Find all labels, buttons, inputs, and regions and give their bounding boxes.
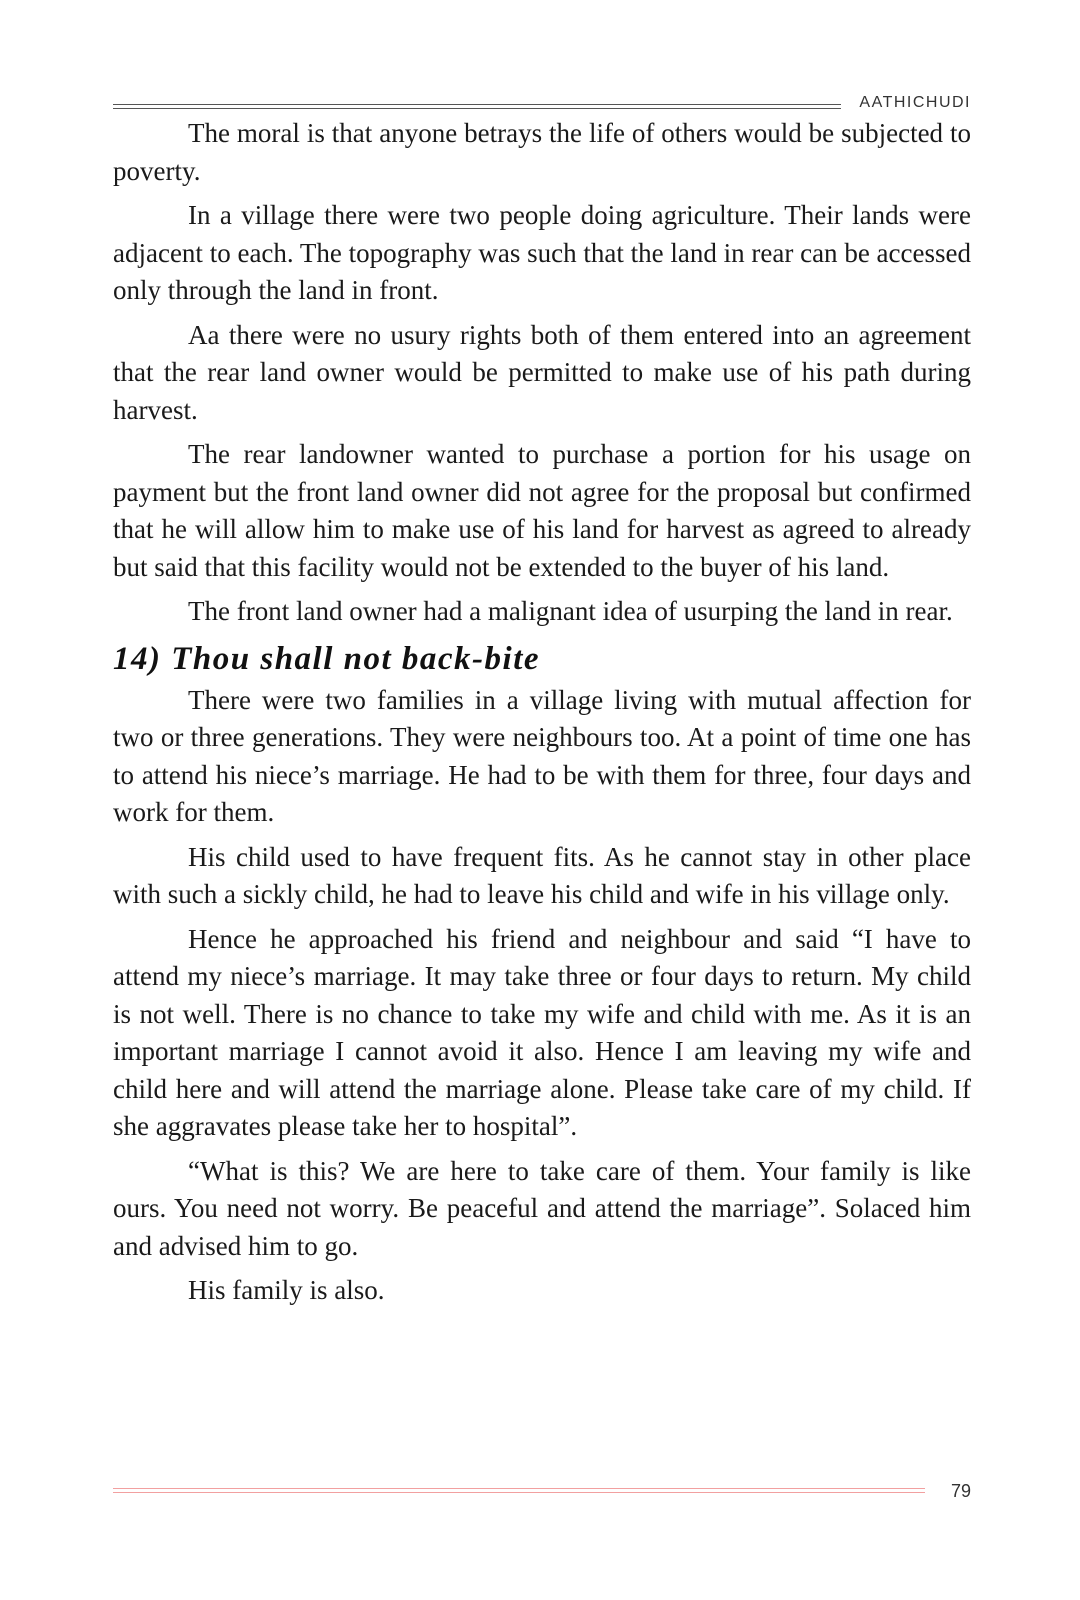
paragraph: The rear landowner wanted to purchase a portion for his usage on payment but the front land owner did not agree for the proposal but confirmed that he will allow him to make use of his land for harvest as agreed to already but said that this facility would not be extended to the buyer of his land.	[113, 439, 971, 582]
paragraph: Hence he approached his friend and neighbour and said “I have to attend my niece’s marriage. It may take three or four days to return. My child is not well. There is no chance to take my wife and child with me. As it is an important marriage I cannot avoid it also. Hence I am leaving my wife and child here and will attend the marriage alone. Please take care of my child. If she aggravates please take her to hospital”.	[113, 923, 971, 1141]
footer-rule	[113, 1488, 925, 1496]
paragraph: The moral is that anyone betrays the life of others would be subjected to poverty.	[113, 118, 971, 186]
page-number: 79	[950, 1481, 971, 1501]
paragraph: “What is this? We are here to take care of them. Your family is like ours. You need not worry. Be peaceful and attend the marriage”. Solaced him and advised him to go.	[113, 1155, 971, 1261]
page-header	[113, 93, 971, 115]
body-text	[113, 115, 971, 1317]
header-rule	[113, 104, 841, 112]
paragraph: Aa there were no usury rights both of them entered into an agreement that the rear land owner would be permitted to make use of his path during harvest.	[113, 319, 971, 425]
section-heading: 14) Thou shall not back-bite	[113, 640, 541, 677]
paragraph: There were two families in a village living with mutual affection for two or three generations. They were neighbours too. At a point of time one has to attend his niece’s marriage. He had to be with them for three, four days and work for them.	[113, 684, 971, 827]
page-footer	[113, 1480, 971, 1504]
paragraph: His child used to have frequent fits. As he cannot stay in other place with such a sickly child, he had to leave his child and wife in his village only.	[113, 841, 971, 909]
paragraph: The front land owner had a malignant idea of usurping the land in rear.	[188, 596, 953, 626]
paragraph: In a village there were two people doing agriculture. Their lands were adjacent to each. The topography was such that the land in rear can be accessed only through the land in front.	[113, 200, 971, 305]
running-head: AATHICHUDI	[859, 94, 971, 111]
paragraph: His family is also.	[188, 1275, 385, 1305]
